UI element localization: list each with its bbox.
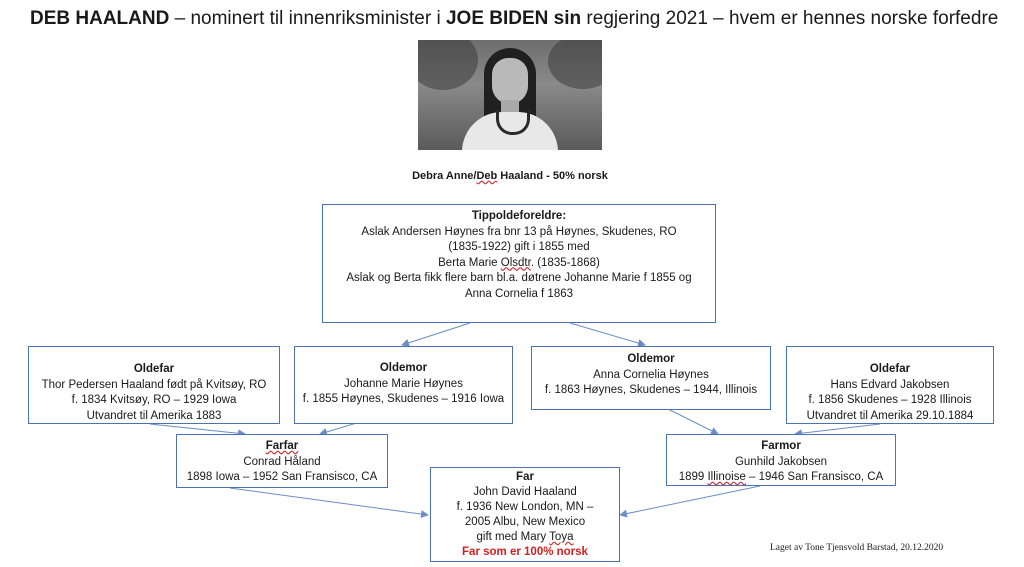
arrow-farmor-to-far [620,486,760,515]
photo-caption: Debra Anne/Deb Haaland - 50% norsk [412,170,608,182]
tippoldeforeldre-box: Tippoldeforeldre: Aslak Andersen Høynes fra bnr 13 på Høynes, Skudenes, RO (1835-1922) gift i 1855 med Berta Marie Olsdtr. (1835-1868) Aslak og Berta fikk flere barn bl.a. døtrene Johanne Marie f 1855 og Anna Cornelia f 1863 [322,204,716,323]
oldemor-left-box: Oldemor Johanne Marie Høynes f. 1855 Høynes, Skudenes – 1916 Iowa [294,346,513,424]
page-title: DEB HAALAND – nominert til innenriksminister i JOE BIDEN sin regjering 2021 – hvem er hennes norske forfedre [30,8,999,29]
oldemor-right-box: Oldemor Anna Cornelia Høynes f. 1863 Høynes, Skudenes – 1944, Illinois [531,346,771,410]
oldefar-left-box: Oldefar Thor Pedersen Haaland født på Kvitsøy, RO f. 1834 Kvitsøy, RO – 1929 Iowa Utvandret til Amerika 1883 [28,346,280,424]
arrow-tippold-to-oldemor-right [570,323,645,345]
arrow-oldefar-to-farfar [150,424,245,434]
credit-text: Laget av Tone Tjensvold Barstad, 20.12.2020 [770,543,944,553]
oldefar-right-box: Oldefar Hans Edvard Jakobsen f. 1856 Skudenes – 1928 Illinois Utvandret til Amerika 29.10.1884 [786,346,994,424]
farmor-box: Farmor Gunhild Jakobsen 1899 Illinoise – 1946 San Fransisco, CA [666,434,896,486]
arrow-oldefar-to-farmor [795,424,880,434]
arrow-farfar-to-far [230,488,428,515]
far-box: Far John David Haaland f. 1936 New London, MN – 2005 Albu, New Mexico gift med Mary Toya Far som er 100% norsk [430,467,620,562]
arrow-tippold-to-oldemor-left [402,323,470,345]
far-highlight: Far som er 100% norsk [462,546,588,558]
farfar-box: Farfar Conrad Håland 1898 Iowa – 1952 San Fransisco, CA [176,434,388,488]
